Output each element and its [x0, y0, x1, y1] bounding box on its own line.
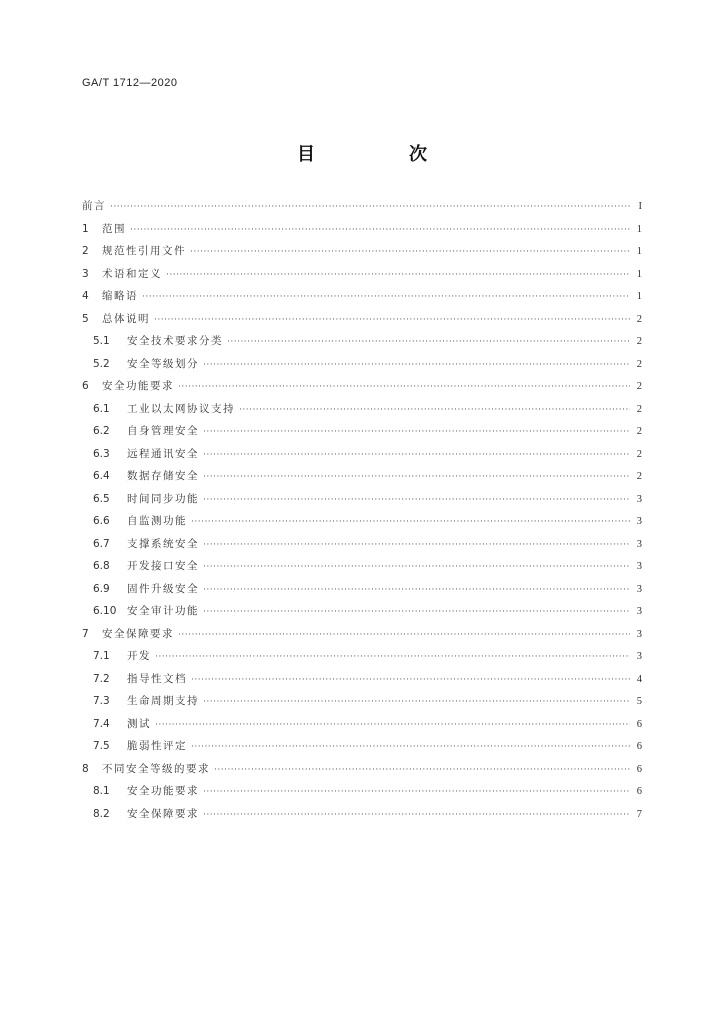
- toc-entry-page: 5: [636, 696, 642, 707]
- toc-leader-dots: [214, 765, 630, 775]
- toc-entry-page: 2: [636, 448, 642, 460]
- toc-entry-title: 前言: [82, 200, 106, 212]
- toc-entry[interactable]: [82, 423, 642, 446]
- toc-entry-number: 6.7: [93, 537, 110, 550]
- toc-entry-title: 支撑系统安全: [127, 537, 199, 550]
- toc-entry-number: 5.1: [93, 335, 110, 347]
- toc-entry-title: 固件升级安全: [127, 582, 199, 595]
- toc-entry[interactable]: [82, 783, 642, 806]
- toc-entry-page: 6: [636, 763, 642, 775]
- document-code: GA/T 1712—2020: [82, 77, 178, 89]
- toc-leader-dots: [178, 630, 630, 640]
- toc-entry-page: 2: [636, 358, 642, 370]
- toc-entry-page: 6: [636, 718, 642, 730]
- toc-entry-title: 脆弱性评定: [127, 740, 187, 752]
- toc-entry-number: 8.2: [93, 807, 110, 820]
- toc-leader-dots: [203, 495, 630, 505]
- toc-entry[interactable]: [82, 558, 642, 581]
- toc-leader-dots: [191, 742, 630, 752]
- toc-title: 目 次: [297, 144, 465, 165]
- toc-entry[interactable]: [82, 378, 642, 401]
- toc-entry-number: 6.8: [93, 560, 110, 572]
- toc-entry-number: 7.5: [93, 740, 110, 752]
- toc-entry-page: 3: [636, 493, 642, 505]
- table-of-contents: [82, 198, 642, 828]
- toc-entry-page: 2: [636, 471, 642, 482]
- toc-entry-page: 2: [636, 403, 642, 415]
- toc-entry-page: 2: [636, 313, 642, 325]
- toc-entry-title: 安全功能要求: [102, 380, 174, 392]
- toc-leader-dots: [154, 315, 630, 325]
- toc-entry-page: 3: [636, 516, 642, 527]
- toc-entry-number: 6.6: [93, 515, 110, 527]
- toc-entry[interactable]: [82, 266, 642, 289]
- toc-entry-page: I: [638, 201, 642, 212]
- toc-leader-dots: [110, 202, 630, 212]
- toc-entry-title: 安全技术要求分类: [127, 335, 223, 347]
- toc-entry-page: 3: [636, 561, 642, 572]
- toc-entry[interactable]: [82, 311, 642, 334]
- toc-entry[interactable]: [82, 288, 642, 311]
- toc-entry[interactable]: [82, 716, 642, 739]
- toc-leader-dots: [203, 450, 630, 460]
- toc-entry[interactable]: [82, 446, 642, 469]
- toc-entry-number: 8.1: [93, 785, 110, 797]
- toc-leader-dots: [203, 562, 630, 572]
- toc-entry[interactable]: [82, 491, 642, 514]
- toc-entry-title: 指导性文档: [127, 672, 187, 685]
- toc-leader-dots: [191, 517, 630, 527]
- toc-entry-title: 数据存储安全: [127, 470, 199, 482]
- toc-entry[interactable]: [82, 513, 642, 536]
- toc-entry[interactable]: [82, 738, 642, 761]
- toc-entry[interactable]: [82, 693, 642, 716]
- toc-entry-title: 总体说明: [102, 312, 150, 325]
- toc-entry-page: 2: [636, 336, 642, 347]
- toc-entry-page: 7: [636, 808, 642, 820]
- toc-entry-number: 6: [82, 380, 89, 392]
- toc-leader-dots: [227, 337, 630, 347]
- toc-entry-page: 4: [636, 673, 642, 685]
- toc-entry-title: 缩略语: [102, 290, 138, 302]
- toc-entry-title: 自监测功能: [127, 515, 187, 527]
- toc-entry-number: 6.10: [93, 605, 117, 617]
- toc-entry-number: 1: [82, 222, 89, 235]
- toc-leader-dots: [203, 787, 630, 797]
- toc-entry[interactable]: [82, 626, 642, 649]
- toc-entry-page: 3: [636, 606, 642, 617]
- toc-entry[interactable]: [82, 581, 642, 604]
- toc-entry-page: 1: [636, 223, 642, 235]
- toc-leader-dots: [191, 675, 630, 685]
- toc-entry-title: 范围: [102, 222, 126, 235]
- toc-entry-number: 5.2: [93, 357, 110, 370]
- toc-entry-title: 安全保障要求: [127, 807, 199, 820]
- toc-leader-dots: [178, 382, 630, 392]
- toc-entry-page: 1: [636, 291, 642, 302]
- toc-entry-title: 自身管理安全: [127, 425, 199, 437]
- toc-entry[interactable]: [82, 198, 642, 221]
- toc-leader-dots: [155, 720, 630, 730]
- toc-entry-page: 6: [636, 786, 642, 797]
- toc-entry-number: 7.4: [93, 717, 110, 730]
- toc-entry[interactable]: [82, 221, 642, 244]
- toc-entry-title: 术语和定义: [102, 267, 162, 280]
- toc-entry-page: 3: [636, 628, 642, 640]
- toc-entry-title: 时间同步功能: [127, 492, 199, 505]
- toc-entry-number: 2: [82, 245, 89, 257]
- toc-entry[interactable]: [82, 401, 642, 424]
- toc-entry-number: 6.1: [93, 402, 110, 415]
- toc-leader-dots: [239, 405, 630, 415]
- toc-entry-number: 8: [82, 762, 89, 775]
- toc-entry-page: 6: [636, 741, 642, 752]
- toc-entry-number: 6.4: [93, 470, 110, 482]
- toc-entry-title: 不同安全等级的要求: [102, 762, 210, 775]
- toc-entry-number: 3: [82, 267, 89, 280]
- toc-entry-title: 安全功能要求: [127, 785, 199, 797]
- toc-entry-number: 6.3: [93, 447, 110, 460]
- toc-leader-dots: [203, 472, 630, 482]
- toc-entry[interactable]: [82, 356, 642, 379]
- toc-entry-number: 6.2: [93, 425, 110, 437]
- toc-entry-page: 2: [636, 426, 642, 437]
- toc-leader-dots: [203, 540, 630, 550]
- toc-leader-dots: [203, 360, 630, 370]
- toc-leader-dots: [155, 652, 630, 662]
- toc-entry-title: 生命周期支持: [127, 695, 199, 707]
- toc-entry-number: 7.1: [93, 650, 110, 662]
- toc-entry-title: 安全保障要求: [102, 627, 174, 640]
- toc-entry-number: 7: [82, 627, 89, 640]
- toc-entry[interactable]: [82, 243, 642, 266]
- toc-leader-dots: [130, 225, 630, 235]
- toc-leader-dots: [203, 607, 630, 617]
- toc-entry[interactable]: [82, 603, 642, 626]
- toc-entry-title: 远程通讯安全: [127, 447, 199, 460]
- toc-entry-title: 工业以太网协议支持: [127, 402, 235, 415]
- toc-entry-title: 规范性引用文件: [102, 245, 186, 257]
- toc-entry-number: 4: [82, 290, 89, 302]
- toc-entry-title: 开发接口安全: [127, 560, 199, 572]
- toc-entry-number: 7.3: [93, 695, 110, 707]
- toc-entry-page: 3: [636, 538, 642, 550]
- toc-entry-title: 安全审计功能: [127, 605, 199, 617]
- toc-entry-number: 6.5: [93, 492, 110, 505]
- toc-entry[interactable]: [82, 468, 642, 491]
- toc-leader-dots: [203, 810, 630, 820]
- toc-leader-dots: [190, 247, 630, 257]
- toc-leader-dots: [203, 697, 630, 707]
- toc-entry[interactable]: [82, 806, 642, 829]
- toc-entry[interactable]: [82, 671, 642, 694]
- toc-entry-page: 1: [636, 246, 642, 257]
- toc-leader-dots: [203, 585, 630, 595]
- toc-entry-page: 1: [636, 268, 642, 280]
- toc-entry-page: 3: [636, 651, 642, 662]
- toc-entry-number: 7.2: [93, 672, 110, 685]
- toc-entry[interactable]: [82, 648, 642, 671]
- toc-entry[interactable]: [82, 536, 642, 559]
- toc-entry-title: 测试: [127, 717, 151, 730]
- toc-entry-page: 2: [636, 381, 642, 392]
- toc-leader-dots: [142, 292, 630, 302]
- toc-leader-dots: [166, 270, 630, 280]
- toc-entry[interactable]: [82, 761, 642, 784]
- toc-leader-dots: [203, 427, 630, 437]
- toc-entry[interactable]: [82, 333, 642, 356]
- toc-entry-page: 3: [636, 583, 642, 595]
- toc-entry-title: 安全等级划分: [127, 357, 199, 370]
- toc-entry-number: 5: [82, 312, 89, 325]
- toc-entry-title: 开发: [127, 650, 151, 662]
- toc-entry-number: 6.9: [93, 582, 110, 595]
